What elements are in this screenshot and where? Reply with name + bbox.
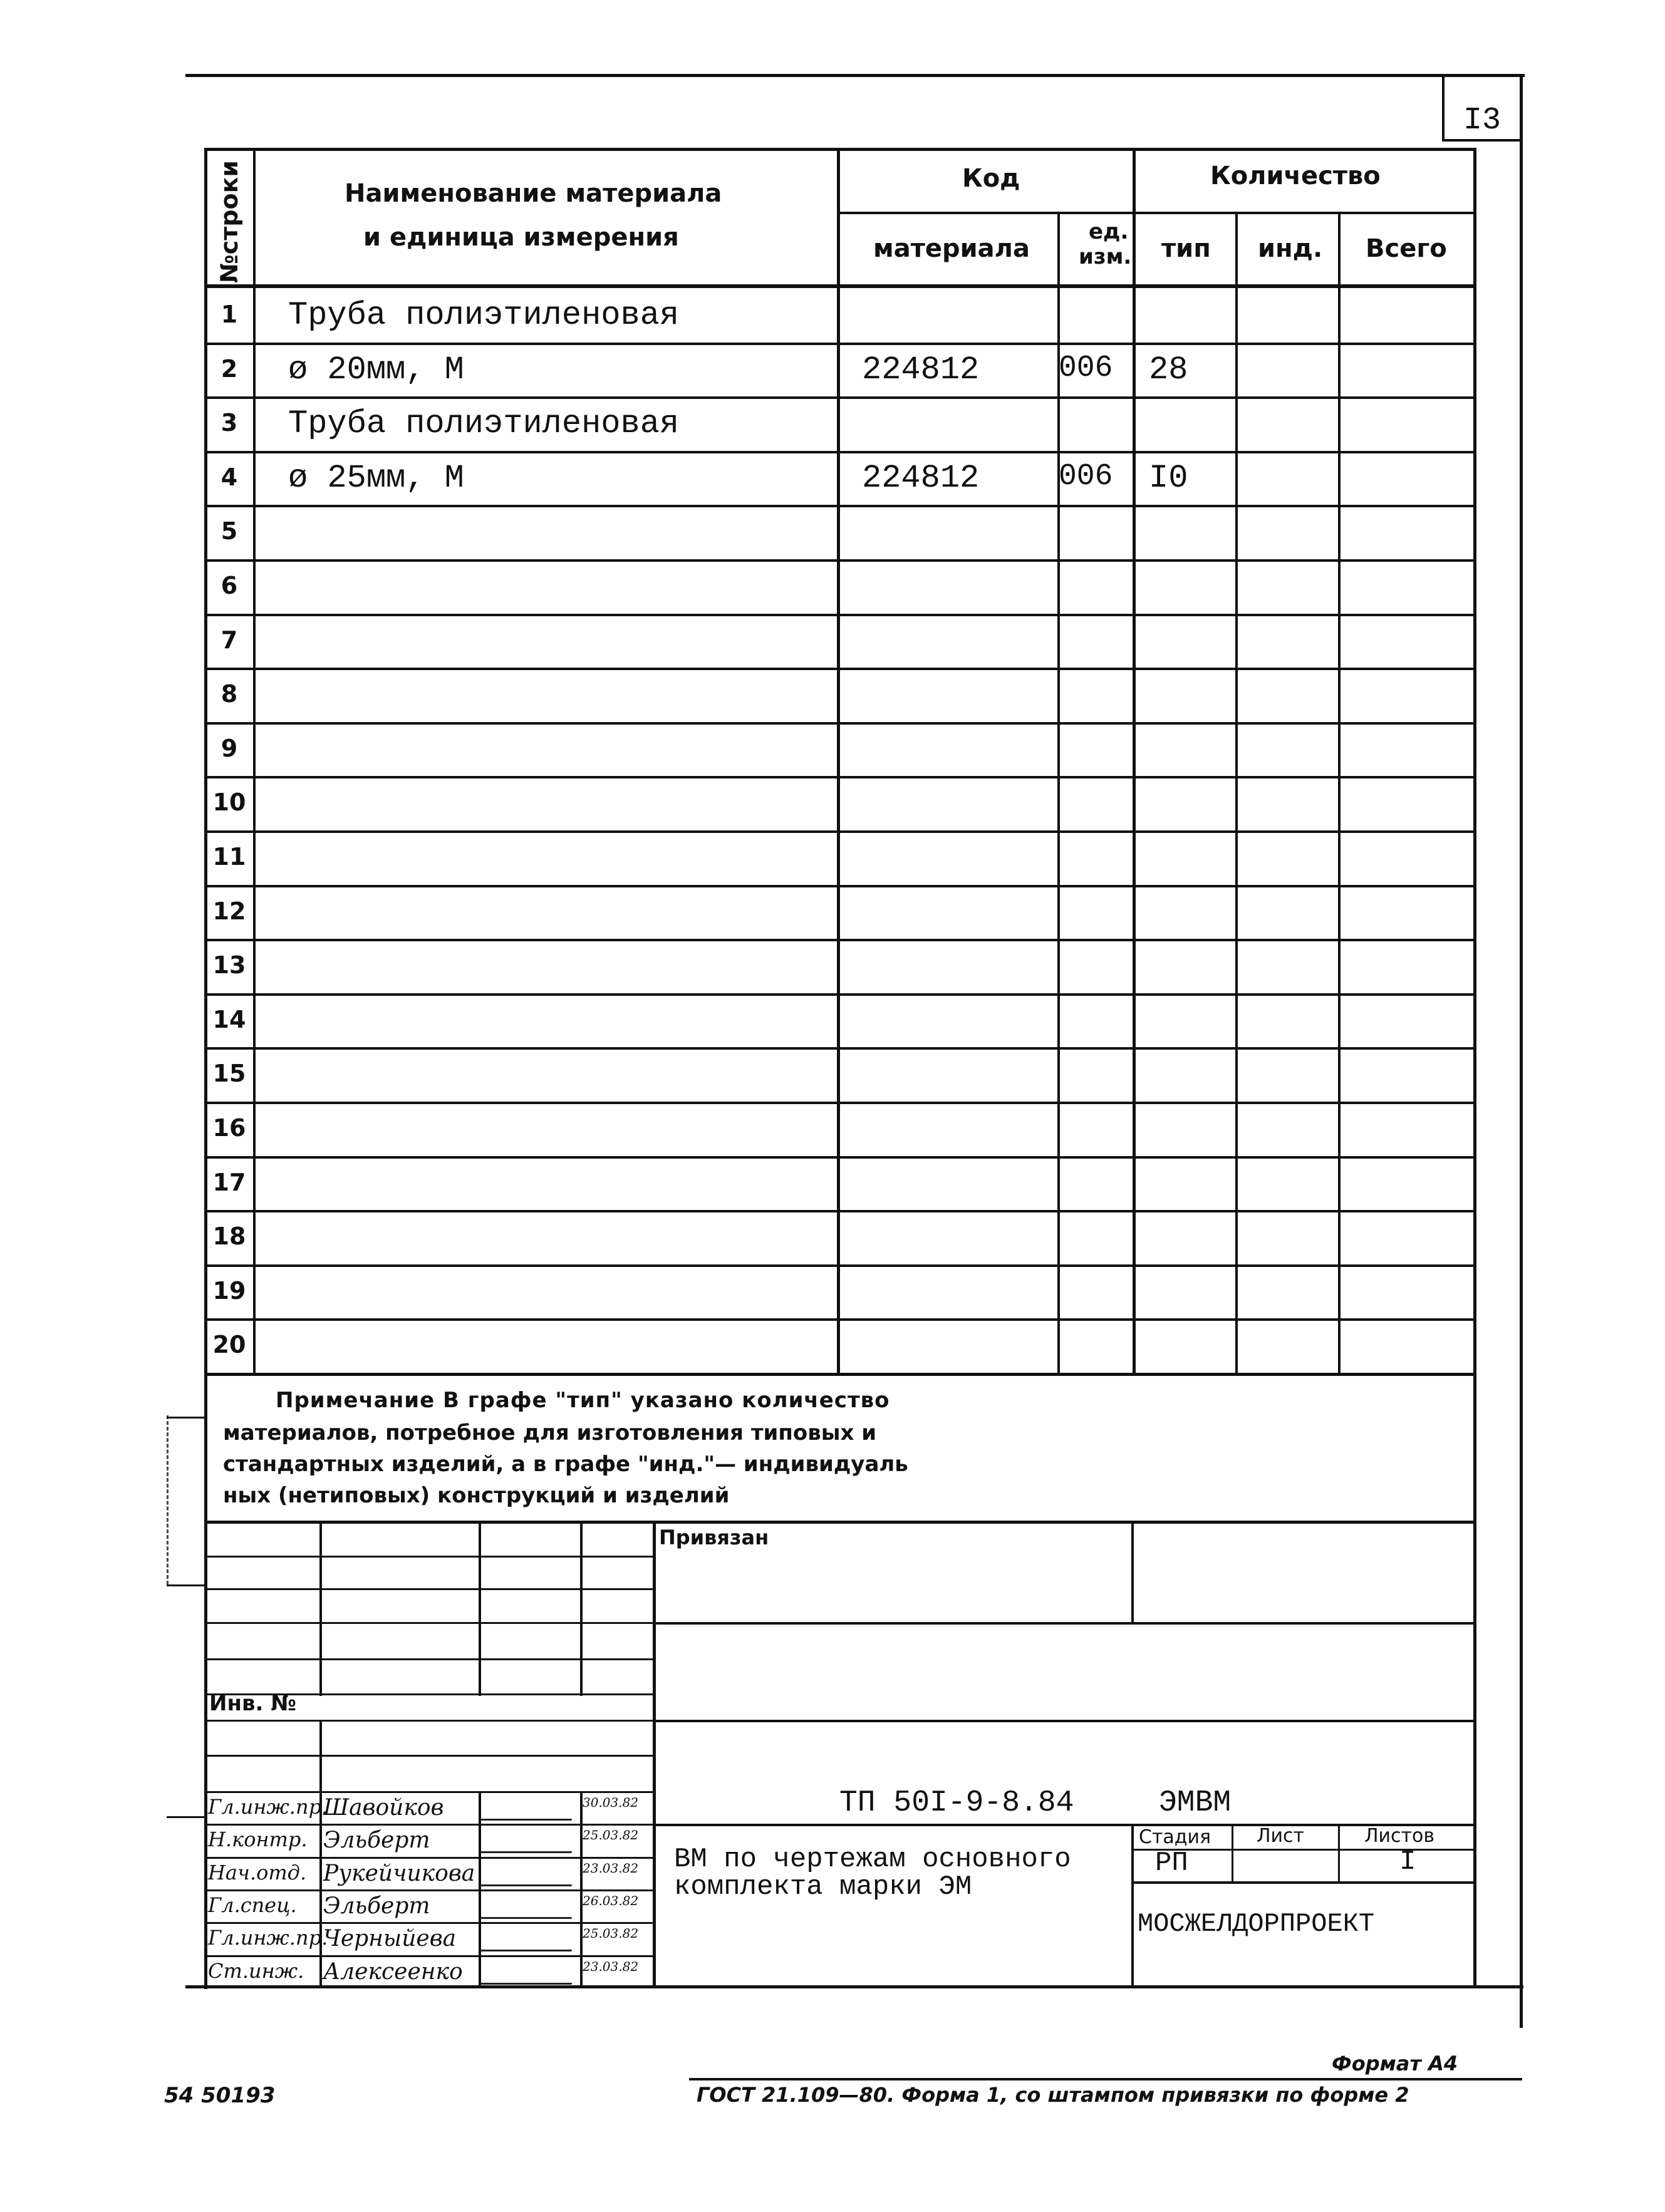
row-separator [204, 1047, 1476, 1050]
row-number: 19 [212, 1277, 246, 1305]
material-name: Труба полиэтиленовая [288, 297, 680, 334]
note-line1: Примечание В графе "тип" указано количество [276, 1388, 890, 1413]
row-number: 14 [212, 1006, 246, 1033]
signature-mark [480, 1859, 581, 1886]
stage-value-bottom [1131, 1881, 1476, 1884]
top-border [185, 74, 1525, 77]
unit-code: 006 [1059, 460, 1113, 494]
signature-date: 26.03.82 [583, 1893, 639, 1908]
doc-title-line2: комплекта марки ЭМ [674, 1871, 972, 1903]
table-top-line [204, 148, 1476, 151]
row-separator [204, 830, 1476, 833]
row-number: 20 [212, 1331, 246, 1358]
privyazan-label: Привязан [659, 1526, 769, 1549]
footer-gost: ГОСТ 21.109—80. Форма 1, со штампом привязки по форме 2 [697, 2083, 1409, 2107]
row-separator [204, 885, 1476, 887]
signer-name: Эльберт [323, 1827, 430, 1853]
stamp-top-line [204, 1521, 1476, 1524]
stamp-grid-row-4 [204, 1658, 655, 1660]
row-number: 10 [212, 788, 246, 816]
signer-role: Гл.спец. [208, 1893, 297, 1917]
signature-mark [480, 1892, 581, 1919]
header-name-line2: и единица измерения [363, 223, 679, 252]
row-separator [204, 1102, 1476, 1104]
row-number: 12 [212, 897, 246, 925]
signer-name: Рукейчикова [323, 1861, 475, 1886]
stamp-col-3 [580, 1521, 583, 1696]
signer-name: Алексеенко [323, 1959, 463, 1985]
signer-role: Нач.отд. [208, 1861, 307, 1884]
stage-label: Стадия [1139, 1826, 1211, 1848]
sheets-label: Листов [1364, 1825, 1435, 1847]
header-unit-line2: изм. [1079, 244, 1132, 269]
header-unit-line1: ед. [1089, 219, 1129, 244]
note-line3: стандартных изделий, а в графе "инд."— индивидуаль [223, 1452, 908, 1477]
signer-role: Гл.инж.пр. [208, 1926, 328, 1950]
row-separator [204, 1210, 1476, 1212]
signature-row-line [204, 1857, 655, 1859]
stamp-grid-row-7 [204, 1755, 655, 1757]
row-number: 13 [212, 951, 246, 979]
header-quantity: Количество [1210, 162, 1381, 190]
header-name-line1: Наименование материала [345, 179, 722, 208]
col-sep-type [1235, 213, 1238, 1375]
stamp-col-2 [479, 1521, 481, 1696]
signer-role: Н.контр. [208, 1827, 308, 1851]
signature-date: 25.03.82 [583, 1926, 639, 1941]
inv-no-label: Инв. № [209, 1691, 297, 1716]
right-border [1520, 74, 1523, 2028]
margin-dashed-line [167, 1415, 169, 1584]
header-ind: инд. [1258, 234, 1323, 263]
signer-name: Шавойков [323, 1795, 444, 1821]
stamp-grid-row-3 [204, 1622, 655, 1624]
doc-code: ТП 50I-9-8.84 [839, 1786, 1074, 1820]
signature-date: 30.03.82 [583, 1795, 639, 1810]
col-sep-name [837, 148, 840, 1375]
doc-title-line1: ВМ по чертежам основного [674, 1844, 1071, 1875]
stamp-grid-row-6 [204, 1720, 655, 1722]
signature-date: 23.03.82 [583, 1861, 639, 1876]
signature-date: 25.03.82 [583, 1827, 639, 1842]
signature-mark [480, 1794, 581, 1821]
note-line4: ных (нетиповых) конструкций и изделий [223, 1483, 730, 1508]
row-separator [204, 1318, 1476, 1321]
stage-col-2 [1338, 1824, 1340, 1883]
signature-row-line [204, 1922, 655, 1924]
row-number: 2 [220, 355, 238, 383]
header-row-no: №строки [215, 160, 243, 283]
organization-name: МОСЖЕЛДОРПРОЕКТ [1138, 1909, 1375, 1939]
row-number: 9 [220, 735, 238, 762]
material-name: ø 25мм, М [288, 460, 464, 497]
signature-date: 23.03.82 [583, 1959, 639, 1974]
margin-tick-3 [167, 1816, 204, 1818]
signer-name: Черныйева [323, 1926, 457, 1951]
sheet-number-divider [1442, 74, 1445, 140]
row-number: 17 [212, 1169, 246, 1196]
table-right-line [1473, 148, 1476, 1854]
signer-name: Эльберт [323, 1893, 430, 1919]
row-separator [204, 668, 1476, 670]
signature-mark [480, 1925, 581, 1951]
format-label: Формат А4 [1332, 2052, 1458, 2075]
sheet-number: I3 [1463, 103, 1502, 138]
header-type: тип [1161, 234, 1211, 263]
material-code: 224812 [862, 351, 980, 388]
quantity-type: 28 [1149, 351, 1188, 388]
sheet-label: Лист [1257, 1825, 1305, 1847]
header-mid-line [837, 212, 1476, 214]
row-separator [204, 559, 1476, 562]
stamp-grid-row-1 [204, 1556, 655, 1558]
header-total: Всего [1366, 234, 1447, 263]
row-number: 6 [220, 572, 238, 599]
footer-line [689, 2078, 1522, 2080]
footer-left-code: 54 50193 [164, 2083, 276, 2108]
row-separator [204, 722, 1476, 725]
stamp-grid-row-8 [204, 1791, 655, 1793]
header-bottom-line [204, 284, 1476, 288]
row-number: 18 [212, 1222, 246, 1250]
row-number: 1 [220, 301, 238, 328]
stamp-col-1 [319, 1521, 322, 1696]
stage-col-1 [1232, 1824, 1233, 1883]
row-separator [204, 396, 1476, 399]
row-separator [204, 1264, 1476, 1267]
privyazan-divider [1131, 1521, 1134, 1625]
sheet-number-box-bottom [1442, 139, 1522, 142]
stamp-mid-line [653, 1720, 1476, 1722]
privyazan-bottom [653, 1622, 1476, 1625]
row-separator [204, 343, 1476, 345]
signature-mark [480, 1958, 581, 1985]
title-row-top [653, 1824, 1476, 1826]
row-number: 4 [220, 463, 238, 491]
margin-tick-1 [167, 1417, 204, 1419]
material-name: Труба полиэтиленовая [288, 405, 680, 442]
stage-value: РП [1155, 1848, 1188, 1879]
col-sep-unit [1133, 148, 1136, 1375]
row-number: 7 [220, 626, 238, 654]
stamp-grid-row-2 [204, 1588, 655, 1590]
signer-role: Ст.инж. [208, 1959, 304, 1983]
signature-row-line [204, 1955, 655, 1957]
material-name: ø 20мм, М [288, 351, 464, 388]
row-number: 5 [220, 517, 238, 545]
material-code: 224812 [862, 460, 980, 497]
row-separator [204, 614, 1476, 616]
header-code: Код [962, 164, 1020, 193]
row-separator [204, 451, 1476, 453]
row-number: 8 [220, 680, 238, 708]
row-separator [204, 505, 1476, 507]
bottom-border [185, 1985, 1523, 1988]
row-separator [204, 1156, 1476, 1159]
row-separator [204, 993, 1476, 996]
row-separator [204, 939, 1476, 941]
unit-code: 006 [1059, 351, 1113, 385]
sheets-value: I [1399, 1846, 1416, 1878]
stamp-col-4 [653, 1521, 656, 1988]
signer-role: Гл.инж.пр. [208, 1795, 328, 1819]
col-sep-material [1057, 213, 1060, 1375]
row-number: 11 [212, 843, 246, 871]
signature-row-line [204, 1889, 655, 1891]
quantity-type: I0 [1149, 460, 1188, 497]
col-sep-ind [1338, 213, 1341, 1375]
table-body-bottom-line [204, 1373, 1476, 1376]
row-separator [204, 776, 1476, 778]
col-sep-rowno [253, 148, 256, 1375]
signature-row-line [204, 1824, 655, 1826]
header-material: материала [873, 234, 1030, 263]
row-number: 15 [212, 1060, 246, 1087]
doc-mark: ЭМВМ [1159, 1786, 1232, 1820]
row-number: 16 [212, 1114, 246, 1142]
signature-mark [480, 1826, 581, 1853]
row-number: 3 [220, 409, 238, 437]
margin-tick-2 [167, 1584, 204, 1586]
note-line2: материалов, потребное для изготовления типовых и [223, 1420, 877, 1445]
